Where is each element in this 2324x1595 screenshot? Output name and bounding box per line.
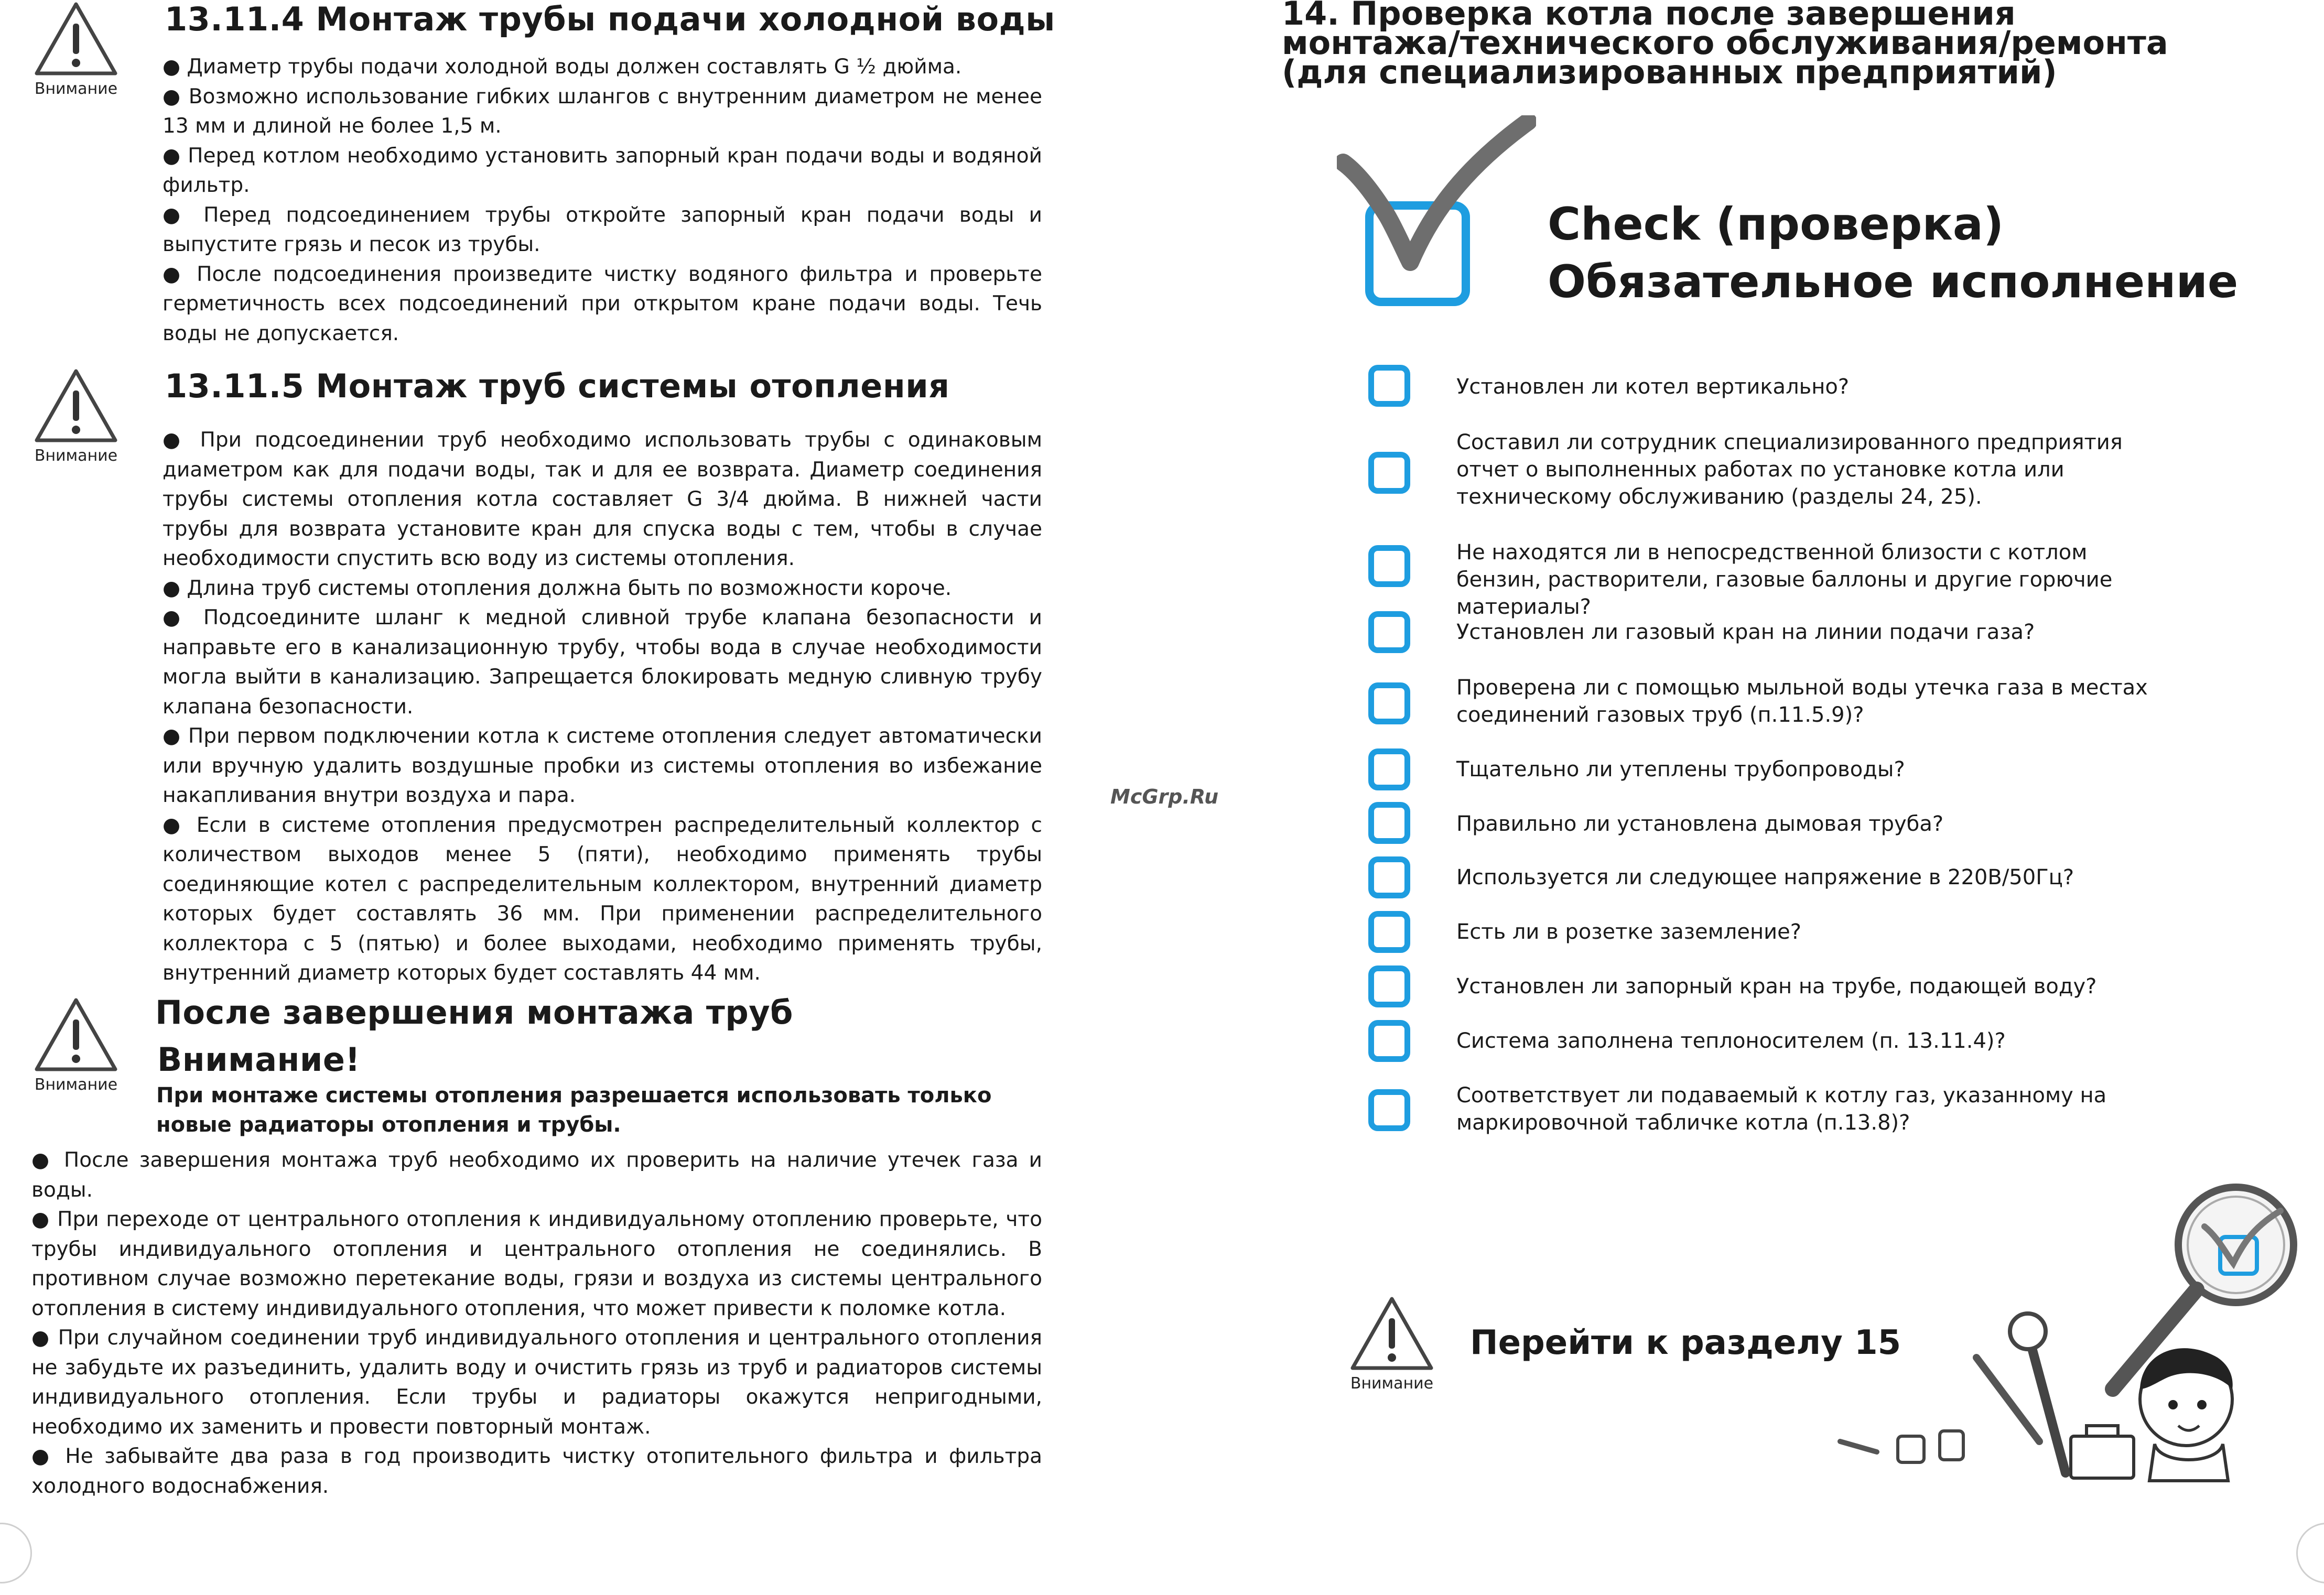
section-14-title (1282, 0, 2168, 91)
question-text: Используется ли следующее напряжение в 220В/50Гц? (1456, 865, 2074, 889)
list-item: ● После подсоединения произведите чистку водяного фильтра и проверьте герметичность всех подсоединений при открытом кране подачи воды. Течь воды не допускается. (163, 262, 1042, 345)
list-item: ● Длина труб системы отопления должна быть по возможности короче. (163, 576, 952, 600)
attention-heading: Внимание! (157, 1040, 361, 1079)
warning-label: Внимание (34, 1076, 118, 1094)
warning-3 (26, 996, 126, 1094)
after-install-text (31, 1146, 1042, 1501)
section-13-11-4-text (163, 52, 1042, 349)
question-text: Система заполнена теплоносителем (п. 13.11.4)? (1456, 1029, 2006, 1053)
list-item: ● Возможно использование гибких шлангов с внутренним диаметром не менее 13 мм и длиной не более 1,5 м. (163, 84, 1042, 138)
section-title-13-11-4: 13.11.4 Монтаж трубы подачи холодной воды (165, 0, 1055, 38)
list-item: ● После завершения монтажа труб необходимо их проверить на наличие утечек газа и воды. (31, 1148, 1042, 1202)
list-item: ● При первом подключении котла к системе отопления следует автоматически или вручную удалить воздушные пробки из системы отопления во избежание накапливания внутри воздуха и пара. (163, 724, 1042, 807)
warning-4 (1342, 1295, 1442, 1393)
warning-triangle-icon (31, 996, 121, 1075)
checkbox[interactable] (1368, 911, 1410, 953)
check-title: Check (проверка) (1548, 198, 2004, 251)
checkbox[interactable] (1368, 682, 1410, 724)
checkbox[interactable] (1368, 1020, 1410, 1062)
warning-triangle-icon (31, 367, 121, 446)
checkbox[interactable] (1368, 545, 1410, 587)
page-corner-decor (2296, 1523, 2324, 1583)
question-text: Установлен ли газовый кран на линии подачи газа? (1456, 620, 2035, 644)
section-title-13-11-5: 13.11.5 Монтаж труб системы отопления (165, 367, 950, 405)
checkbox[interactable] (1368, 1089, 1410, 1131)
list-item: ● При случайном соединении труб индивидуального отопления и центрального отопления не забудьте их разъединить, удалить воду и очистить грязь из труб и радиаторов системы индивидуального отопления. Если трубы и радиаторы окажутся непригодными, необходимо их заменить и провести повторный монтаж. (31, 1326, 1042, 1439)
list-item: ● Диаметр трубы подачи холодной воды должен составлять G ½ дюйма. (163, 55, 962, 79)
boy-with-magnifier-illustration (1819, 1179, 2322, 1483)
watermark: McGrp.Ru (1110, 785, 1219, 808)
list-item: ● Подсоедините шланг к медной сливной трубе клапана безопасности и направьте его в канализационную трубу, чтобы вода в случае необходимости могла выйти в канализацию. Запрещается блокировать медную сливную трубу клапана безопасности. (163, 606, 1042, 719)
warning-label: Внимание (1350, 1374, 1434, 1393)
checkbox[interactable] (1368, 748, 1410, 790)
question-text: Есть ли в розетке заземление? (1456, 920, 1801, 944)
check-subtitle: Обязательное исполнение (1548, 256, 2239, 308)
question-text: Проверена ли с помощью мыльной воды утечка газа в местах соединений газовых труб (п.11.5.9)? (1456, 676, 2148, 727)
question-text: Соответствует ли подаваемый к котлу газ, указанному на маркировочной табличке котла (п.13.8)? (1456, 1083, 2107, 1135)
question-text: Установлен ли запорный кран на трубе, подающей воду? (1456, 974, 2097, 999)
list-item: ● Перед котлом необходимо установить запорный кран подачи воды и водяной фильтр. (163, 144, 1042, 197)
warning-label: Внимание (34, 447, 118, 465)
question-text: Не находятся ли в непосредственной близости с котлом бензин, растворители, газовые баллоны и другие горючие материалы? (1456, 540, 2113, 619)
question-text: Составил ли сотрудник специализированного предприятия отчет о выполненных работах по установке котла или техническому обслуживанию (разделы 24, 25). (1456, 430, 2123, 509)
checkbox[interactable] (1368, 611, 1410, 653)
list-item: ● Если в системе отопления предусмотрен распределительный коллектор с количеством выходов менее 5 (пяти), необходимо применять трубы соединяющие котел с распределительным коллектором, внутренний диаметр которых будет составлять 36 мм. При применении распределительного коллектора с 5 (пятью) и более выходами, необходимо применять трубы, внутренний диаметр которых будет составлять 44 мм. (163, 813, 1042, 985)
warning-triangle-icon (31, 0, 121, 79)
question-text: Правильно ли установлена дымовая труба? (1456, 812, 1944, 836)
warning-2 (26, 367, 126, 465)
checkbox[interactable] (1368, 365, 1410, 407)
page-corner-decor (0, 1523, 32, 1583)
list-item: ● При подсоединении труб необходимо использовать трубы с одинаковым диаметром как для подачи воды, так и для ее возврата. Диаметр соединения трубы системы отопления котла составляет G 3/4 дюйма. В нижней части трубы для возврата установите кран для спуска воды с тем, чтобы в случае необходимости спустить всю воду из системы отопления. (163, 428, 1042, 570)
warning-label: Внимание (34, 80, 118, 98)
checkbox[interactable] (1368, 856, 1410, 898)
checkbox[interactable] (1368, 452, 1410, 494)
title-line: (для специализированных предприятий) (1282, 53, 2057, 91)
title-line: монтажа/технического обслуживания/ремонта (1282, 24, 2168, 62)
section-title-after-install: После завершения монтажа труб (155, 993, 793, 1032)
goto-section-15[interactable]: Перейти к разделу 15 (1470, 1323, 1901, 1362)
checkbox[interactable] (1368, 965, 1410, 1007)
warning-triangle-icon (1347, 1295, 1436, 1373)
question-text: Установлен ли котел вертикально? (1456, 375, 1850, 399)
list-item: ● При переходе от центрального отопления к индивидуальному отоплению проверьте, что трубы индивидуального отопления и центрального отопления не соединялись. В противном случае возможно перетекание воды, грязи и воздуха из системы центрального отопления в систему индивидуального отопления, что может привести к поломке котла. (31, 1208, 1042, 1320)
list-item: ● Не забывайте два раза в год производить чистку отопительного фильтра и фильтра холодного водоснабжения. (31, 1445, 1042, 1498)
question-text: Тщательно ли утеплены трубопроводы? (1456, 757, 1905, 782)
check-logo-icon (1337, 115, 1536, 314)
title-line: 14. Проверка котла после завершения (1282, 0, 2016, 32)
bold-note: При монтаже системы отопления разрешается использовать только новые радиаторы отопления и трубы. (156, 1083, 992, 1137)
warning-1 (26, 0, 126, 98)
checkbox[interactable] (1368, 802, 1410, 844)
section-13-11-5-text (163, 426, 1042, 989)
list-item: ● Перед подсоединением трубы откройте запорный кран подачи воды и выпустите грязь и песок из трубы. (163, 203, 1042, 256)
